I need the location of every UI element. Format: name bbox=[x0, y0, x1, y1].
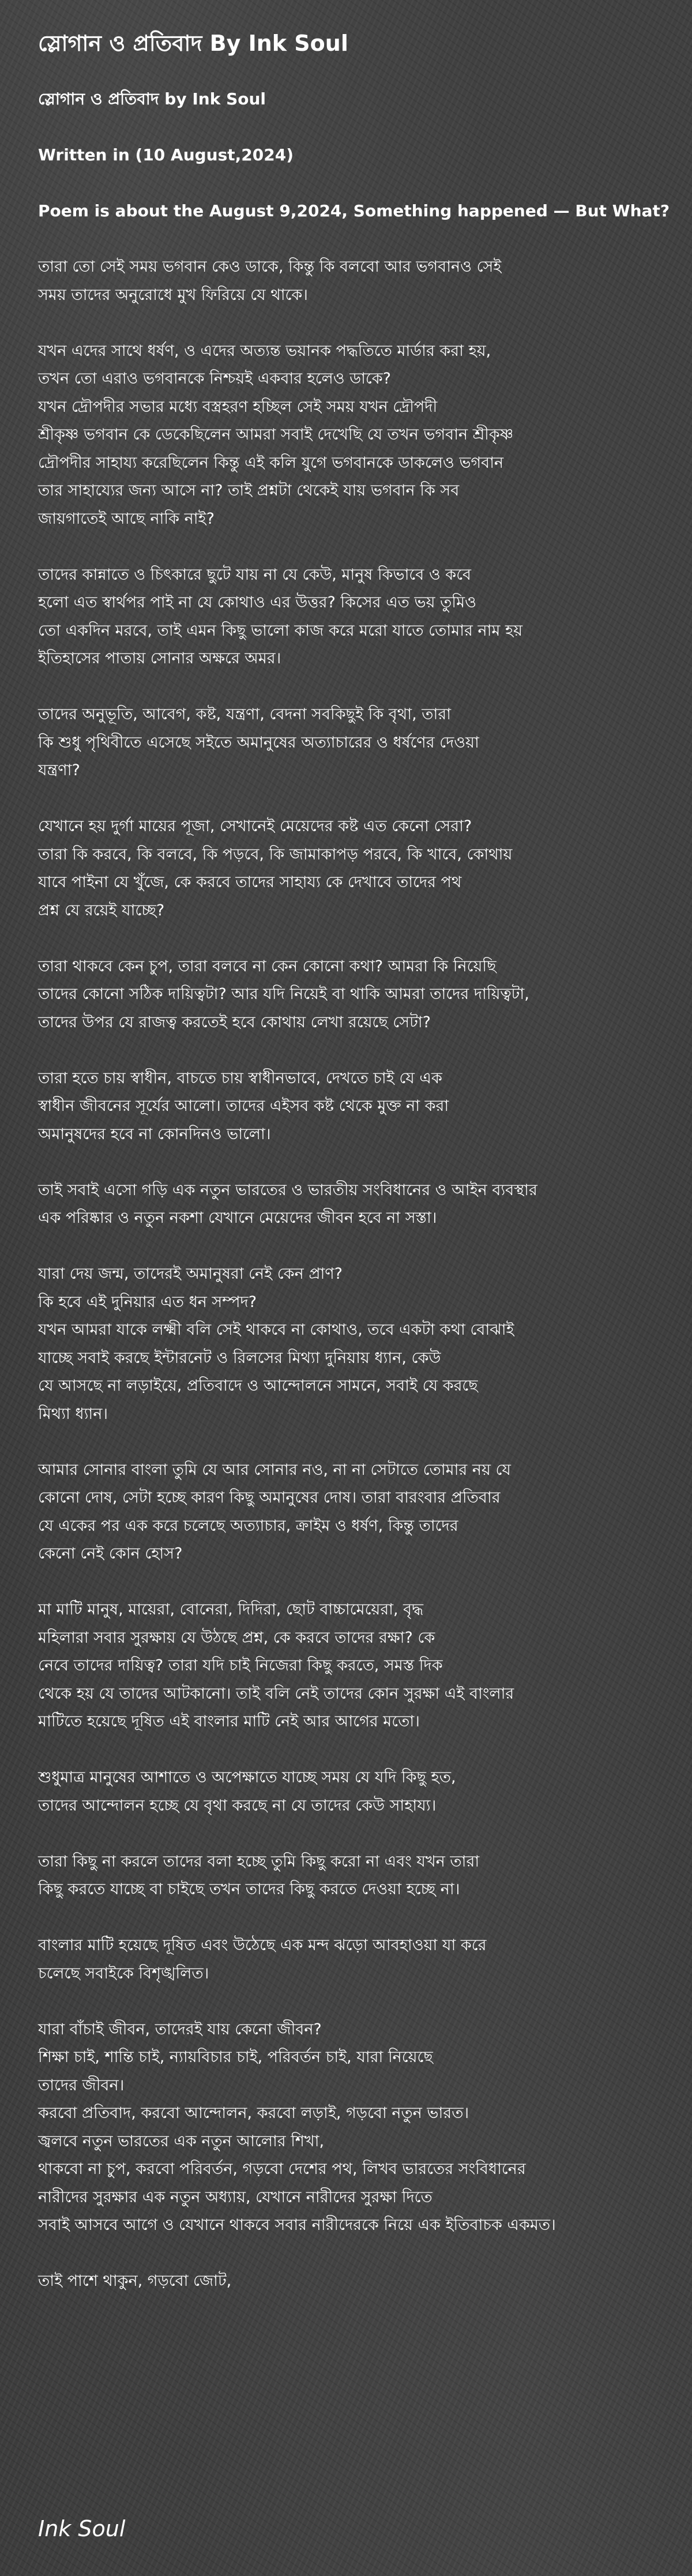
stanza-gap bbox=[38, 925, 678, 953]
poem-line: থাকবো না চুপ, করবো পরিবর্তন, গড়বো দেশের পথ, লিখব ভারতের সংবিধানের bbox=[38, 2160, 526, 2178]
spacer bbox=[38, 226, 678, 254]
poem-line: যখন এদের সাথে ধর্ষণ, ও এদের অত্যন্ত ভয়ানক পদ্ধতিতে মার্ডার করা হয়, bbox=[38, 341, 491, 360]
poem-line: কি শুধু পৃথিবীতে এসেছে সইতে অমানুষের অত্যাচারের ও ধর্ষণের দেওয়া bbox=[38, 733, 479, 752]
stanza-gap bbox=[38, 1428, 678, 1456]
written-date: Written in (10 August,2024) bbox=[38, 145, 294, 164]
poem-line: সবাই আসবে আগে ও যেখানে থাকবে সবার নারীদেরকে নিয়ে এক ইতিবাচক একমত। bbox=[38, 2216, 556, 2234]
poem-line: যাবে পাইনা যে খুঁজে, কে করবে তাদের সাহায্য কে দেখাবে তাদের পথ bbox=[38, 873, 462, 891]
stanza-gap bbox=[38, 1568, 678, 1597]
poem-body bbox=[38, 253, 678, 2296]
stanza-gap bbox=[38, 1904, 678, 1932]
poem-line: যখন আমরা যাকে লক্ষ্মী বলি সেই থাকবে না কোথাও, তবে একটা কথা বোঝাই bbox=[38, 1321, 514, 1339]
poem-line: করবো প্রতিবাদ, করবো আন্দোলন, করবো লড়াই, গড়বো নতুন ভারত। bbox=[38, 2104, 469, 2122]
poem-line: যারা দেয় জন্ম, তাদেরই অমানুষরা নেই কেন প্রাণ? bbox=[38, 1265, 343, 1283]
stanza-gap bbox=[38, 309, 678, 337]
stanza bbox=[38, 1260, 678, 1428]
stanza bbox=[38, 701, 678, 785]
stanza bbox=[38, 1596, 678, 1736]
poem-about: Poem is about the August 9,2024, Something happened — But What? bbox=[38, 201, 670, 220]
stanza-gap bbox=[38, 1820, 678, 1848]
stanza-gap bbox=[38, 1037, 678, 1065]
stanza-gap bbox=[38, 1233, 678, 1261]
poem-line: যারা বাঁচাই জীবন, তাদেরই যায় কেনো জীবন? bbox=[38, 2020, 322, 2038]
poem-line: তারা থাকবে কেন চুপ, তারা বলবে না কেন কোনো কথা? আমরা কি নিয়েছি bbox=[38, 957, 497, 975]
stanza bbox=[38, 953, 678, 1037]
poem-line: তাদের জীবন। bbox=[38, 2076, 125, 2094]
author-name: Ink Soul bbox=[38, 2516, 126, 2541]
poem-line: এক পরিষ্কার ও নতুন নকশা যেখানে মেয়েদের জীবন হবে না সস্তা। bbox=[38, 1209, 437, 1227]
poem-line: তাদের উপর যে রাজত্ব করতেই হবে কোথায় লেখা রয়েছে সেটা? bbox=[38, 1013, 431, 1031]
poem-line: কিছু করতে যাচ্ছে বা চাইছে তখন তাদের কিছু করতে দেওয়া হচ্ছে না। bbox=[38, 1880, 460, 1898]
stanza-gap bbox=[38, 1988, 678, 2016]
poem-line: যেখানে হয় দুর্গা মায়ের পূজা, সেখানেই মেয়েদের কষ্ট এত কেনো সেরা? bbox=[38, 817, 472, 835]
poem-subtitle: স্লোগান ও প্রতিবাদ by Ink Soul bbox=[38, 89, 266, 108]
stanza bbox=[38, 2016, 678, 2240]
stanza bbox=[38, 813, 678, 925]
stanza bbox=[38, 337, 678, 534]
stanza bbox=[38, 253, 678, 309]
poem-line: চলেছে সবাইকে বিশৃঙ্খলিত। bbox=[38, 1964, 209, 1982]
poem-line: মা মাটি মানুষ, মায়েরা, বোনেরা, দিদিরা, ছোট বাচ্চামেয়েরা, বৃদ্ধ bbox=[38, 1601, 424, 1619]
poem-line: তাদের কান্নাতে ও চিৎকারে ছুটে যায় না যে কেউ, মানুষ কিভাবে ও কবে bbox=[38, 565, 472, 584]
stanza-gap bbox=[38, 673, 678, 701]
stanza bbox=[38, 1456, 678, 1568]
poem-line: তারা তো সেই সময় ভগবান কেও ডাকে, কিন্তু কি বলবো আর ভগবানও সেই bbox=[38, 258, 502, 276]
spacer bbox=[38, 114, 678, 142]
poem-line: আমার সোনার বাংলা তুমি যে আর সোনার নও, না না সেটাতে তোমার নয় যে bbox=[38, 1460, 511, 1479]
poem-line: থেকে হয় যে তাদের আটকানো। তাই বলি নেই তাদের কোন সুরক্ষা এই বাংলার bbox=[38, 1684, 514, 1703]
poem-line: যে আসছে না লড়াইয়ে, প্রতিবাদে ও আন্দোলনে সামনে, সবাই যে করছে bbox=[38, 1377, 478, 1395]
poem-line: তারা কিছু না করলে তাদের বলা হচ্ছে তুমি কিছু করো না এবং যখন তারা bbox=[38, 1852, 480, 1871]
poem-line: কেনো নেই কোন হোস? bbox=[38, 1545, 183, 1563]
poem-line: তাদের অনুভূতি, আবেগ, কষ্ট, যন্ত্রণা, বেদনা সবকিছুই কি বৃথা, তারা bbox=[38, 705, 452, 723]
poem-line: নারীদের সুরক্ষার এক নতুন অধ্যায়, যেখানে নারীদের সুরক্ষা দিতে bbox=[38, 2188, 432, 2206]
poem-line: তারা হতে চায় স্বাধীন, বাচতে চায় স্বাধীনভাবে, দেখতে চাই যে এক bbox=[38, 1069, 442, 1087]
poem-line: মহিলারা সবার সুরক্ষায় যে উঠছে প্রশ্ন, কে করবে তাদের রক্ষা? কে bbox=[38, 1628, 435, 1647]
page-title: স্লোগান ও প্রতিবাদ By Ink Soul bbox=[38, 31, 348, 56]
poem-line: স্বাধীন জীবনের সূর্যের আলো। তাদের এইসব কষ্ট থেকে মুক্ত না করা bbox=[38, 1097, 449, 1115]
poem-line: দ্রৌপদীর সাহায্য করেছিলেন কিন্তু এই কলি যুগে ভগবানকে ডাকলেও ভগবান bbox=[38, 453, 504, 472]
poem-line: জায়গাতেই আছে নাকি নাই? bbox=[38, 509, 215, 528]
stanza bbox=[38, 1177, 678, 1233]
poem-line: কোনো দোষ, সেটা হচ্ছে কারণ কিছু অমানুষের দোষ। তারা বারংবার প্রতিবার bbox=[38, 1489, 501, 1507]
poem-line: যন্ত্রণা? bbox=[38, 761, 80, 779]
poem-line: শ্রীকৃষ্ণ ভগবান কে ডেকেছিলেন আমরা সবাই দেখেছি যে তখন ভগবান শ্রীকৃষ্ণ bbox=[38, 426, 514, 444]
poem-line: যখন দ্রৌপদীর সভার মধ্যে বস্ত্রহরণ হচ্ছিল সেই সময় যখন দ্রৌপদী bbox=[38, 397, 438, 416]
stanza bbox=[38, 561, 678, 673]
stanza-gap bbox=[38, 2240, 678, 2268]
stanza bbox=[38, 1764, 678, 1820]
poem-line: যাচ্ছে সবাই করছে ইন্টারনেট ও রিলসের মিথ্যা দুনিয়ায় ধ্যান, কেউ bbox=[38, 1349, 441, 1367]
stanza bbox=[38, 1932, 678, 1988]
stanza-gap bbox=[38, 785, 678, 813]
poem-line: সময় তাদের অনুরোধে মুখ ফিরিয়ে যে থাকে। bbox=[38, 286, 308, 304]
stanza bbox=[38, 2267, 678, 2296]
stanza-gap bbox=[38, 1736, 678, 1764]
poem-line: তখন তো এরাও ভগবানকে নিশ্চয়ই একবার হলেও ডাকে? bbox=[38, 370, 391, 388]
poem-line: শিক্ষা চাই, শান্তি চাই, ন্যায়বিচার চাই, পরিবর্তন চাই, যারা নিয়েছে bbox=[38, 2048, 433, 2066]
poem-line: বাংলার মাটি হয়েছে দূষিত এবং উঠেছে এক মন্দ ঝড়ো আবহাওয়া যা করে bbox=[38, 1936, 487, 1954]
poem-line: শুধুমাত্র মানুষের আশাতে ও অপেক্ষাতে যাচ্ছে সময় যে যদি কিছু হত, bbox=[38, 1768, 456, 1786]
poem-line: নেবে তাদের দায়িত্ব? তারা যদি চাই নিজেরা কিছু করতে, সমস্ত দিক bbox=[38, 1657, 443, 1674]
poem-line: অমানুষদের হবে না কোনদিনও ভালো। bbox=[38, 1125, 271, 1143]
poem-line: তাদের আন্দোলন হচ্ছে যে বৃথা করছে না যে তাদের কেউ সাহায্য। bbox=[38, 1796, 437, 1815]
poem-line: তাদের কোনো সঠিক দায়িত্বটা? আর যদি নিয়েই বা থাকি আমরা তাদের দায়িত্বটা, bbox=[38, 985, 529, 1003]
poem-line: তার সাহায্যের জন্য আসে না? তাই প্রশ্নটা থেকেই যায় ভগবান কি সব bbox=[38, 482, 460, 500]
poem-line: মিথ্যা ধ্যান। bbox=[38, 1405, 108, 1423]
poem-line: তো একদিন মরবে, তাই এমন কিছু ভালো কাজ করে মরো যাতে তোমার নাম হয় bbox=[38, 621, 523, 640]
poem-line: ইতিহাসের পাতায় সোনার অক্ষরে অমর। bbox=[38, 649, 281, 667]
poem-line: জ্বলবে নতুন ভারতের এক নতুন আলোর শিখা, bbox=[38, 2132, 325, 2150]
poem-line: তাই সবাই এসো গড়ি এক নতুন ভারতের ও ভারতীয় সংবিধানের ও আইন ব্যবস্থার bbox=[38, 1181, 537, 1199]
poem-line: প্রশ্ন যে রয়েই যাচ্ছে? bbox=[38, 901, 165, 919]
spacer bbox=[38, 170, 678, 198]
stanza-gap bbox=[38, 1148, 678, 1177]
poem-line: মাটিতে হয়েছে দূষিত এই বাংলার মাটি নেই আর আগের মতো। bbox=[38, 1713, 420, 1730]
stanza bbox=[38, 1848, 678, 1904]
poem-line: তাই পাশে থাকুন, গড়বো জোট, bbox=[38, 2272, 232, 2290]
stanza bbox=[38, 1065, 678, 1149]
stanza-gap bbox=[38, 533, 678, 561]
poem-line: তারা কি করবে, কি বলবে, কি পড়বে, কি জামাকাপড় পরবে, কি খাবে, কোথায় bbox=[38, 845, 513, 863]
poem-line: কি হবে এই দুনিয়ার এত ধন সম্পদ? bbox=[38, 1293, 257, 1311]
poem-content bbox=[38, 85, 678, 2296]
poem-line: যে একের পর এক করে চলেছে অত্যাচার, ক্রাইম ও ধর্ষণ, কিন্তু তাদের bbox=[38, 1516, 458, 1535]
poem-line: হলো এত স্বার্থপর পাই না যে কোথাও এর উত্তর? কিসের এত ভয় তুমিও bbox=[38, 594, 476, 611]
